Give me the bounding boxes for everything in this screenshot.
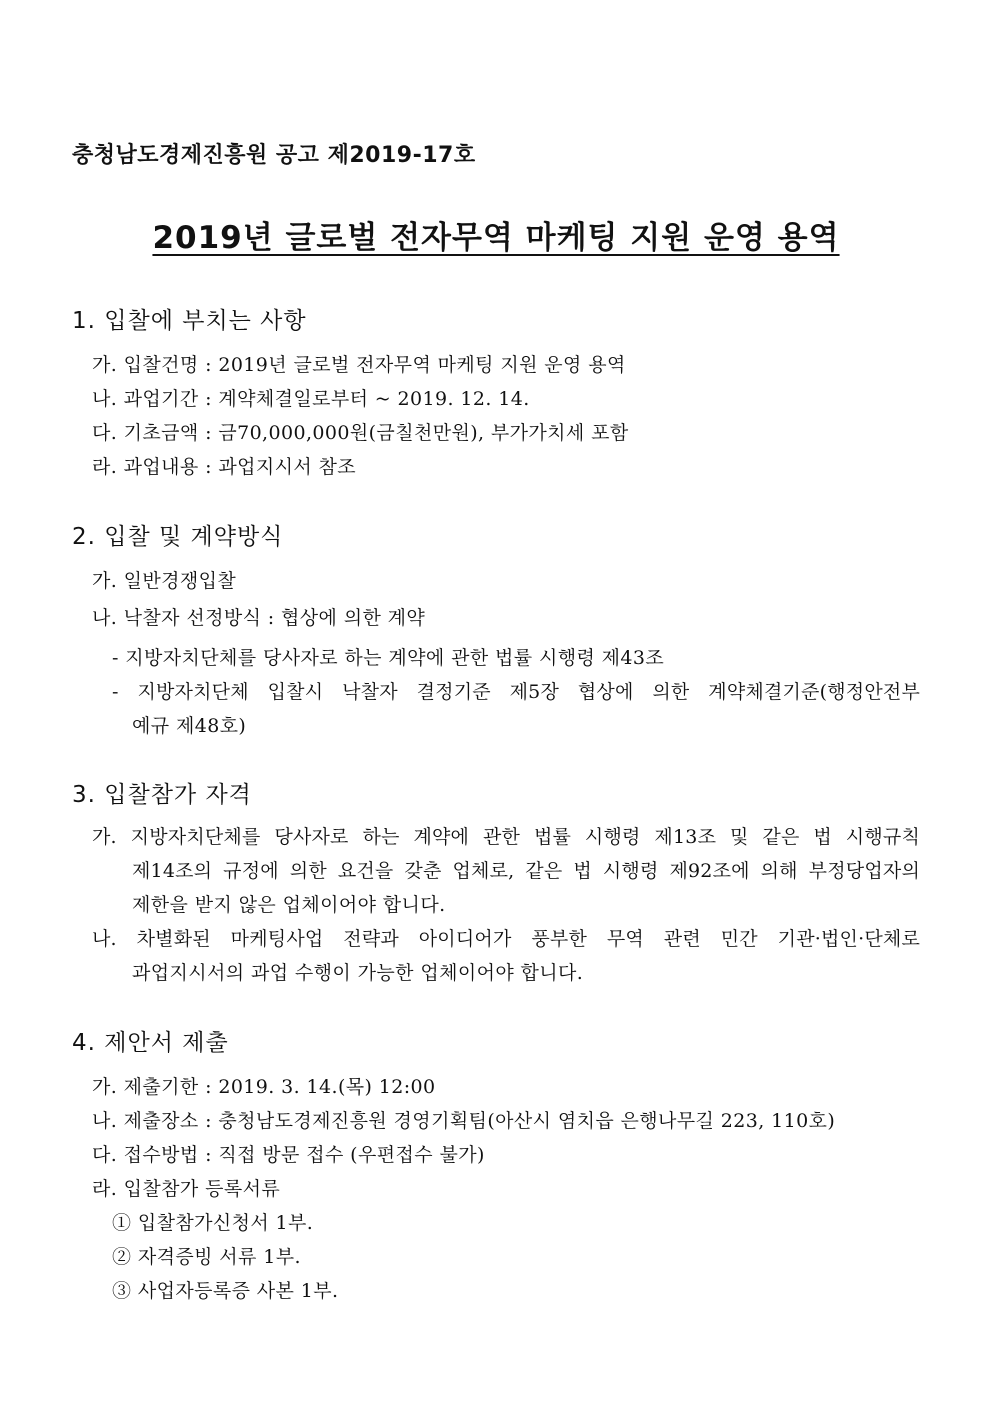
- section-3-heading: 3. 입찰참가 자격: [72, 782, 252, 808]
- section-4-document-3: ③ 사업자등록증 사본 1부.: [112, 1280, 339, 1302]
- section-2-bullet-2-cont: 예규 제48호): [132, 715, 247, 737]
- section-1-item-a: 가. 입찰건명 : 2019년 글로벌 전자무역 마케팅 지원 운영 용역: [92, 354, 626, 376]
- section-4-heading: 4. 제안서 제출: [72, 1030, 229, 1056]
- section-1-heading: 1. 입찰에 부치는 사항: [72, 308, 307, 334]
- section-2-item-b: 나. 낙찰자 선정방식 : 협상에 의한 계약: [92, 607, 426, 629]
- section-3-item-b-cont: 과업지시서의 과업 수행이 가능한 업체이어야 합니다.: [132, 962, 584, 984]
- section-2-item-a: 가. 일반경쟁입찰: [92, 570, 237, 592]
- section-1-item-c: 다. 기초금액 : 금70,000,000원(금칠천만원), 부가가치세 포함: [92, 422, 629, 444]
- section-4-item-b: 나. 제출장소 : 충청남도경제진흥원 경영기획팀(아산시 염치읍 은행나무길 223, 110호): [92, 1110, 836, 1132]
- section-2-heading: 2. 입찰 및 계약방식: [72, 524, 284, 550]
- section-3-item-a-cont-2: 제한을 받지 않은 업체이어야 합니다.: [132, 894, 446, 916]
- section-1-item-b: 나. 과업기간 : 계약체결일로부터 ~ 2019. 12. 14.: [92, 388, 530, 410]
- section-4-item-a: 가. 제출기한 : 2019. 3. 14.(목) 12:00: [92, 1076, 436, 1098]
- section-4-item-c: 다. 접수방법 : 직접 방문 접수 (우편접수 불가): [92, 1144, 485, 1166]
- section-4-item-d: 라. 입찰참가 등록서류: [92, 1178, 281, 1200]
- document-title-wrap: [0, 212, 992, 257]
- section-4-document-1: ① 입찰참가신청서 1부.: [112, 1212, 314, 1234]
- section-3-item-a-cont-1: 제14조의 규정에 의한 요건을 갖춘 업체로, 같은 법 시행령 제92조에 의해 부정당업자의: [132, 860, 920, 882]
- section-4-document-2: ② 자격증빙 서류 1부.: [112, 1246, 301, 1268]
- notice-number: 충청남도경제진흥원 공고 제2019-17호: [72, 143, 476, 168]
- document-title: 2019년 글로벌 전자무역 마케팅 지원 운영 용역: [152, 220, 840, 256]
- section-1-item-d: 라. 과업내용 : 과업지시서 참조: [92, 456, 357, 478]
- section-2-bullet-1: - 지방자치단체를 당사자로 하는 계약에 관한 법률 시행령 제43조: [112, 647, 665, 669]
- section-3-item-b: 나. 차별화된 마케팅사업 전략과 아이디어가 풍부한 무역 관련 민간 기관·법인·단체로: [92, 928, 920, 950]
- section-2-bullet-2: - 지방자치단체 입찰시 낙찰자 결정기준 제5장 협상에 의한 계약체결기준(행정안전부: [112, 681, 920, 703]
- section-3-item-a: 가. 지방자치단체를 당사자로 하는 계약에 관한 법률 시행령 제13조 및 같은 법 시행규칙: [92, 826, 920, 848]
